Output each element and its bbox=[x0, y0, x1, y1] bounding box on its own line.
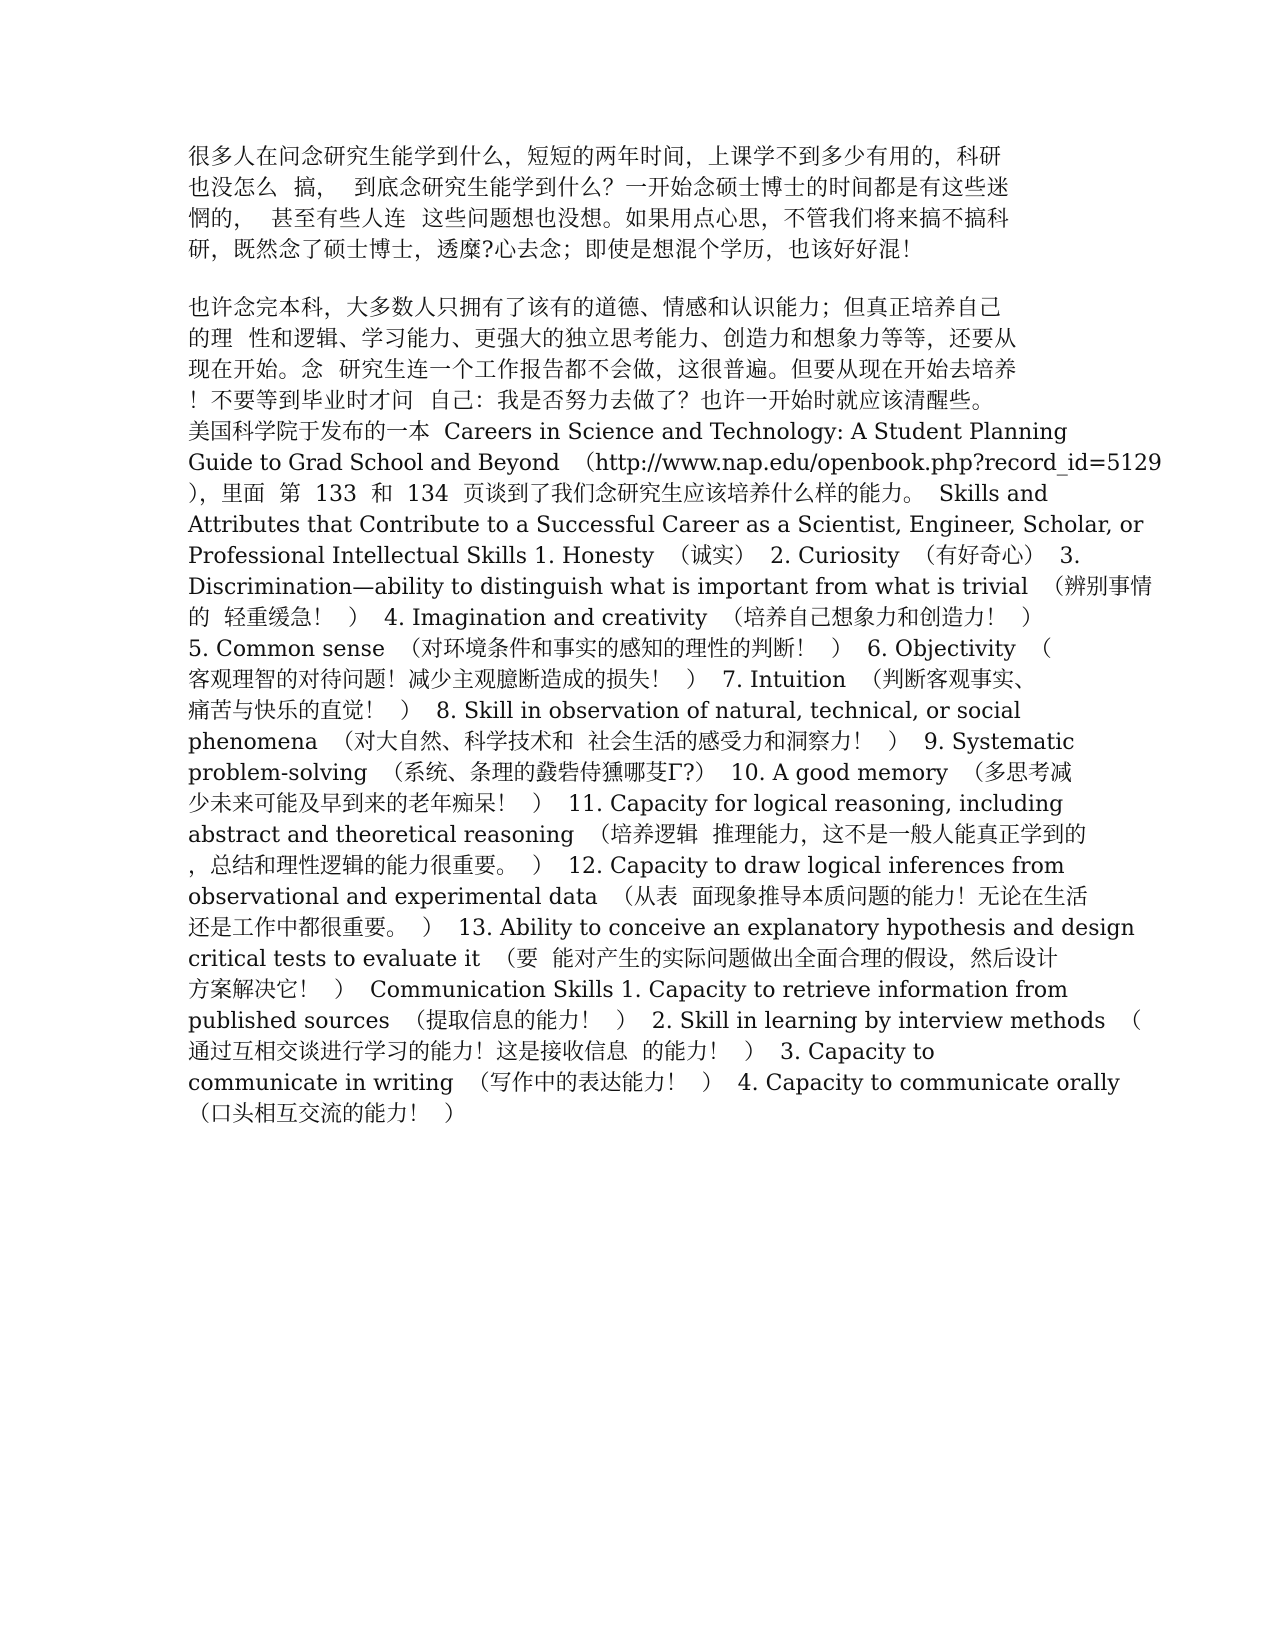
paragraph-2-line-11: 的 轻重缓急！ ） 4. Imagination and creativity （培养自己想象力和创造力！ ） bbox=[188, 606, 1044, 631]
paragraph-1-line-4: 研，既然念了硕士博士，透糜?心去念；即使是想混个学历，也该好好混！ bbox=[188, 238, 924, 263]
paragraph-2-line-19: ，总结和理性逻辑的能力很重要。 ） 12. Capacity to draw logical inferences from bbox=[188, 854, 1065, 879]
paragraph-2-line-12: 5. Common sense （对环境条件和事实的感知的理性的判断！ ） 6. Objectivity （ bbox=[188, 637, 1052, 662]
paragraph-1-line-1: 很多人在问念研究生能学到什么，短短的两年时间，上课学不到多少有用的，科研 bbox=[188, 145, 1002, 170]
paragraph-2-line-24: published sources （提取信息的能力！ ） 2. Skill in learning by interview methods （ bbox=[188, 1009, 1142, 1034]
paragraph-2-line-17: 少未来可能及早到来的老年痴呆！ ） 11. Capacity for logical reasoning, including bbox=[188, 792, 1064, 817]
paragraph-1-line-2: 也没怎么 搞， 到底念研究生能学到什么？一开始念硕士博士的时间都是有这些迷 bbox=[188, 176, 1010, 201]
paragraph-2-line-13: 客观理智的对待问题！减少主观臆断造成的损失！ ） 7. Intuition （判断客观事实、 bbox=[188, 668, 1037, 693]
paragraph-2-line-2: 的理 性和逻辑、学习能力、更强大的独立思考能力、创造力和想象力等等，还要从 bbox=[188, 327, 1017, 352]
paragraph-2-line-9: Professional Intellectual Skills 1. Honesty （诚实） 2. Curiosity （有好奇心） 3. bbox=[188, 544, 1081, 569]
paragraph-2-line-3: 现在开始。念 研究生连一个工作报告都不会做，这很普遍。但要从现在开始去培养 bbox=[188, 358, 1017, 383]
paragraph-2-line-6: Guide to Grad School and Beyond （http://www.nap.edu/openbook.php?record_id=5129 bbox=[188, 451, 1162, 476]
paragraph-2-line-15: phenomena （对大自然、科学技术和 社会生活的感受力和洞察力！ ） 9. Systematic bbox=[188, 730, 1075, 755]
paragraph-2-line-22: critical tests to evaluate it （要 能对产生的实际问题做出全面合理的假设，然后设计 bbox=[188, 947, 1059, 972]
paragraph-1-line-3: 惘的， 甚至有些人连 这些问题想也没想。如果用点心思，不管我们将来搞不搞科 bbox=[188, 207, 1010, 232]
paragraph-2-line-23: 方案解决它！ ） Communication Skills 1. Capacity to retrieve information from bbox=[188, 978, 1069, 1003]
paragraph-2-line-10: Discrimination—ability to distinguish what is important from what is trivial （辨别事情 bbox=[188, 575, 1153, 600]
paragraph-2-line-1: 也许念完本科，大多数人只拥有了该有的道德、情感和认识能力；但真正培养自己 bbox=[188, 296, 1002, 321]
paragraph-2-line-8: Attributes that Contribute to a Successful Career as a Scientist, Engineer, Scholar, or bbox=[188, 513, 1144, 538]
paragraph-2-line-27: （口头相互交流的能力！ ） bbox=[188, 1102, 466, 1127]
paragraph-2-line-5: 美国科学院于发布的一本 Careers in Science and Technology: A Student Planning bbox=[188, 420, 1068, 445]
paragraph-2-line-16: problem-solving （系统、条理的鼗砦侍獯哪芟Γ?） 10. A good memory （多思考减 bbox=[188, 761, 1073, 786]
paragraph-2-line-4: ！不要等到毕业时才问 自己：我是否努力去做了？也许一开始时就应该清醒些。 bbox=[188, 389, 995, 414]
paragraph-2-line-25: 通过互相交谈进行学习的能力！这是接收信息 的能力！ ） 3. Capacity to bbox=[188, 1040, 935, 1065]
paragraph-2-line-21: 还是工作中都很重要。 ） 13. Ability to conceive an explanatory hypothesis and design bbox=[188, 916, 1135, 941]
paragraph-2-line-18: abstract and theoretical reasoning （培养逻辑 推理能力，这不是一般人能真正学到的 bbox=[188, 823, 1087, 848]
paragraph-2-line-14: 痛苦与快乐的直觉！ ） 8. Skill in observation of natural, technical, or social bbox=[188, 699, 1021, 724]
paragraph-2-line-26: communicate in writing （写作中的表达能力！ ） 4. Capacity to communicate orally bbox=[188, 1071, 1120, 1096]
paragraph-2-line-7: ），里面 第 133 和 134 页谈到了我们念研究生应该培养什么样的能力。 Skills and bbox=[188, 482, 1049, 507]
paragraph-2-line-20: observational and experimental data （从表 面现象推导本质问题的能力！无论在生活 bbox=[188, 885, 1088, 910]
